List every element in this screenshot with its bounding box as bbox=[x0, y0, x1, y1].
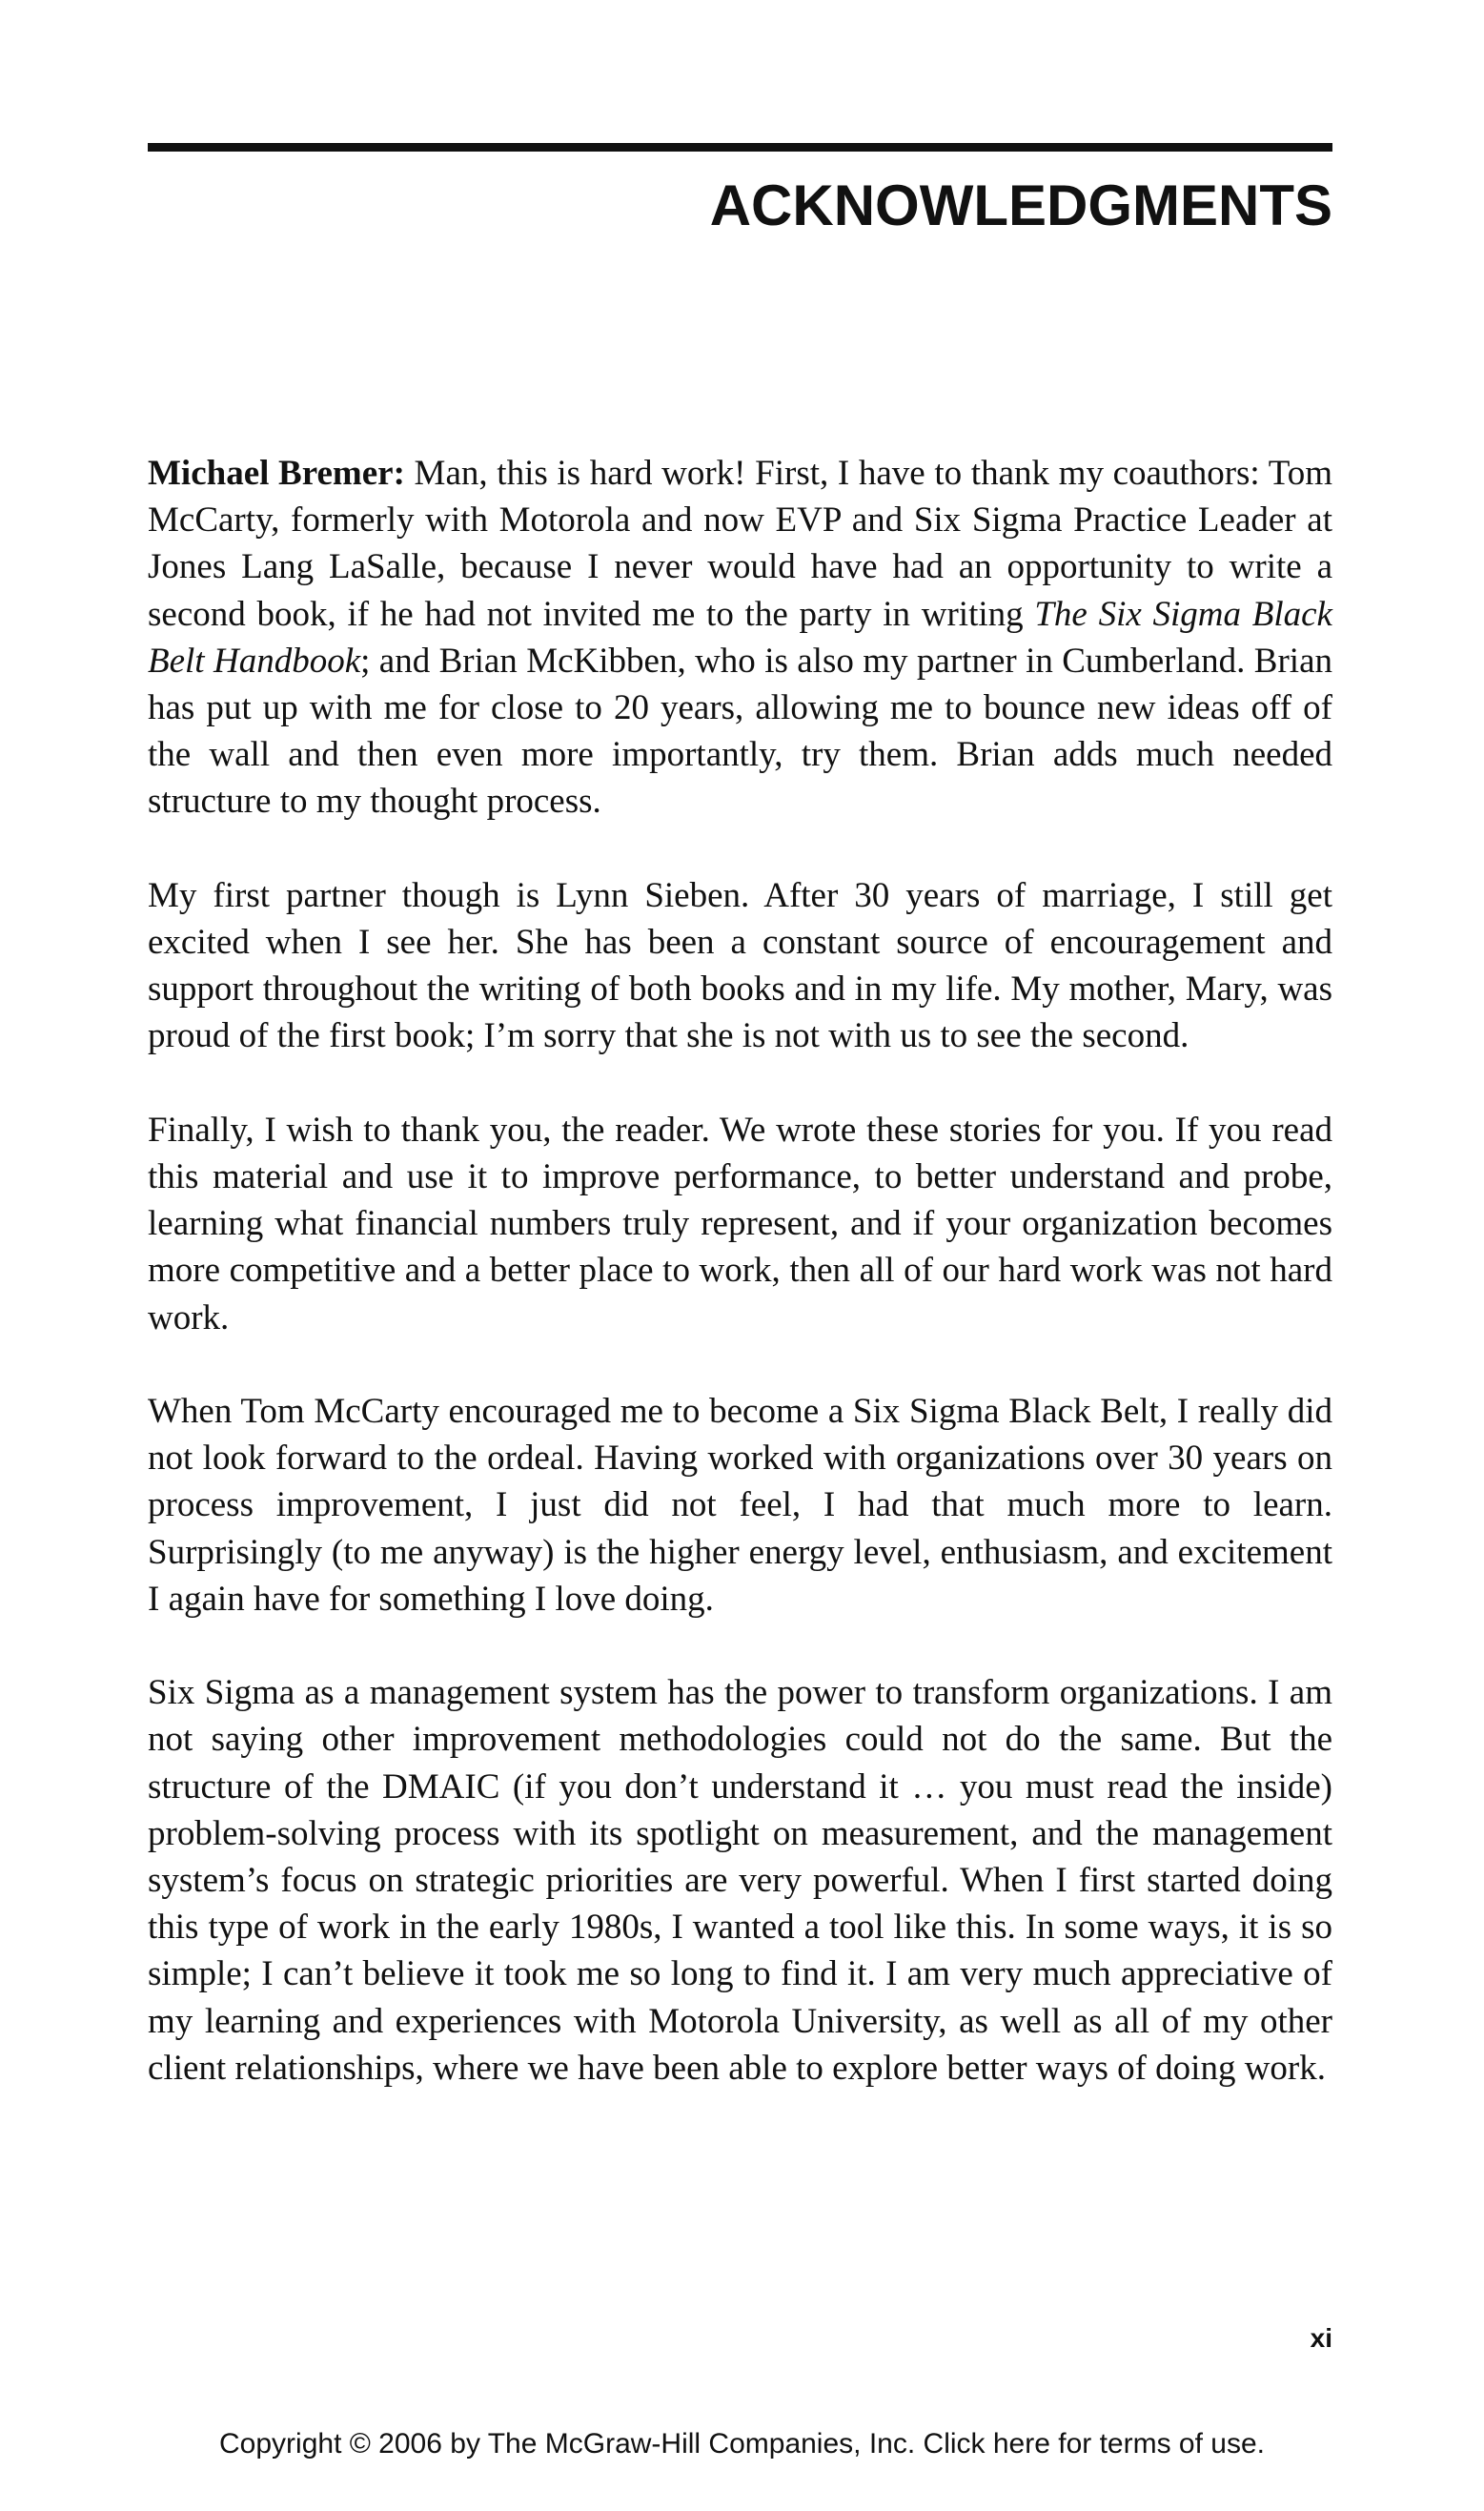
copyright-text: Copyright © 2006 by The McGraw-Hill Companies, Inc. bbox=[219, 2428, 924, 2460]
chapter-title: ACKNOWLEDGMENTS bbox=[709, 174, 1332, 237]
header-rule bbox=[148, 143, 1332, 152]
speaker-name: Michael Bremer: bbox=[148, 454, 405, 493]
paragraph-1-text-a: Man, this is hard work! First, I have to thank my coauthors: Tom McCarty, formerly with Motorola and now EVP and Six Sigma Practice Leader at Jones Lang LaSalle, because I never would have had an opportunity to write a second book, if he had not invited me to the party in writing bbox=[148, 454, 1332, 634]
paragraph-1 bbox=[148, 450, 1332, 826]
page-number: xi bbox=[1310, 2323, 1332, 2353]
copyright-notice bbox=[0, 2427, 1484, 2461]
paragraph-4: When Tom McCarty encouraged me to become a Six Sigma Black Belt, I really did not look forward to the ordeal. Having worked with organizations over 30 years on process improvement, I just did not feel, I had that much more to learn. Surprisingly (to me anyway) is the higher energy level, enthusiasm, and excitement I again have for something I love doing. bbox=[148, 1392, 1332, 1619]
paragraph-5: Six Sigma as a management system has the power to transform organizations. I am not saying other improvement methodologies could not do the same. But the structure of the DMAIC (if you don’t understand it … you must read the inside) problem-solving process with its spotlight on measurement, and the management system’s focus on strategic priorities are very powerful. When I first started doing this type of work in the early 1980s, I wanted a tool like this. In some ways, it is so simple; I can’t believe it took me so long to find it. I am very much appreciative of my learning and experiences with Motorola University, as well as all of my other client relationships, where we have been able to explore better ways of doing work. bbox=[148, 1673, 1332, 2088]
paragraph-3: Finally, I wish to thank you, the reader. We wrote these stories for you. If you read this material and use it to improve performance, to better understand and probe, learning what financial numbers truly represent, and if your organization becomes more competitive and a better place to work, then all of our hard work was not hard work. bbox=[148, 1110, 1332, 1337]
acknowledgments-body bbox=[148, 450, 1332, 2092]
paragraph-2: My first partner though is Lynn Sieben. After 30 years of marriage, I still get excited when I see her. She has been a constant source of encouragement and support throughout the writing of both books and in my life. My mother, Mary, was proud of the first book; I’m sorry that she is not with us to see the second. bbox=[148, 875, 1332, 1056]
terms-of-use-link[interactable]: Click here for terms of use. bbox=[923, 2428, 1265, 2460]
paragraph-1-text-b: ; and Brian McKibben, who is also my partner in Cumberland. Brian has put up with me for close to 20 years, allowing me to bounce new ideas off of the wall and then even more importantly, try them. Brian adds much needed structure to my thought process. bbox=[148, 641, 1332, 822]
book-title: The Six Sigma Black Belt Handbook bbox=[148, 594, 1332, 681]
